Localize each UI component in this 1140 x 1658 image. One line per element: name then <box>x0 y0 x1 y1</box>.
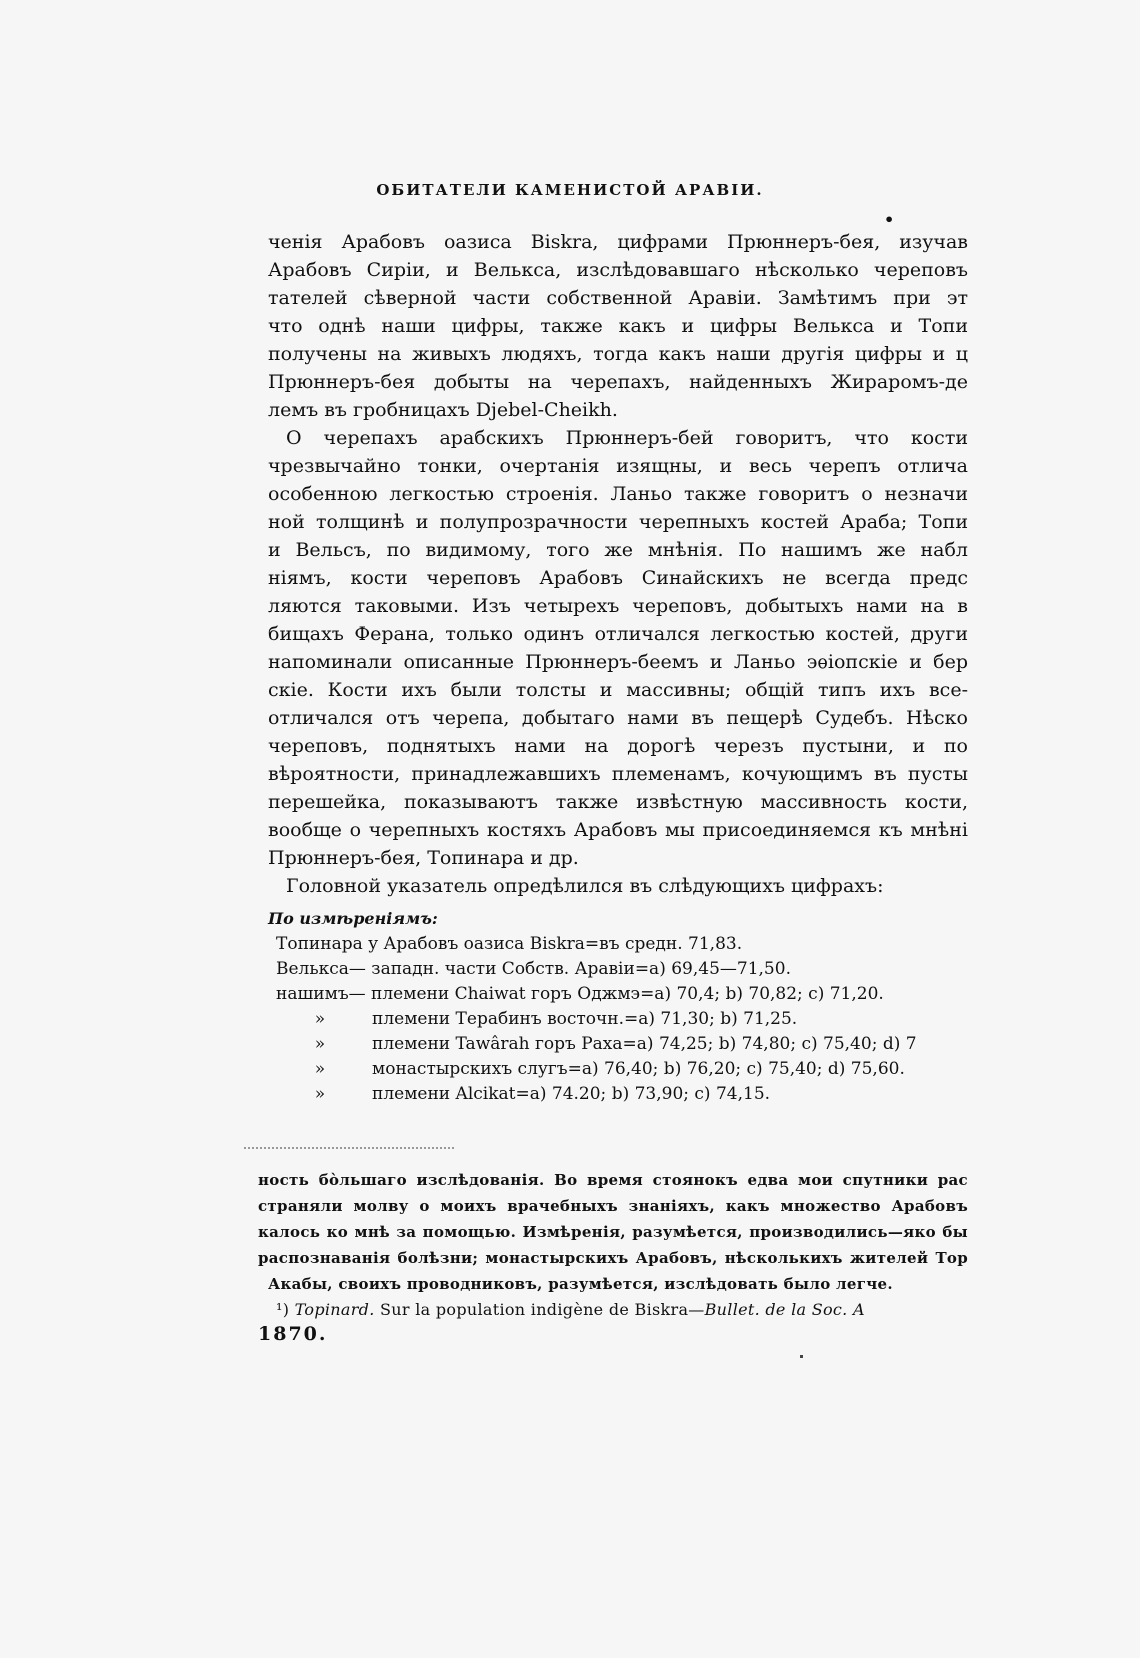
text-line: тателей сѣверной части собственной Аравіи. Замѣтимъ при эт <box>268 287 968 309</box>
footnote-year: 1870. <box>258 1323 328 1345</box>
text-line: отличался отъ черепа, добытаго нами въ пещерѣ Судебъ. Нѣско <box>268 707 968 729</box>
ditto-mark: » <box>314 1009 326 1029</box>
text-line: напоминали описанные Прюннеръ-беемъ и Ланьо эѳіопскіе и бер <box>268 651 968 673</box>
measurement-text: племени Alcikat=а) 74.20; b) 73,90; с) 74,15. <box>372 1084 771 1104</box>
footnote-author: Topinard. <box>294 1300 375 1319</box>
footnote-line: Акабы, своихъ проводниковъ, разумѣется, изслѣдовать было легче. <box>268 1275 893 1293</box>
text-line: вѣроятности, принадлежавшихъ племенамъ, кочующимъ въ пусты <box>268 763 968 785</box>
footnote-journal: Bullet. de la Soc. A <box>704 1300 865 1319</box>
measurements-heading: По измѣреніямъ: <box>268 909 438 928</box>
paragraph-2 <box>268 424 968 872</box>
measurement-text: монастырскихъ слугъ=а) 76,40; b) 76,20; с) 75,40; d) 75,60. <box>372 1059 905 1079</box>
text-line: ніямъ, кости череповъ Арабовъ Синайскихъ не всегда предс <box>268 567 968 589</box>
footnote-line: распознаванія болѣзни; монастырскихъ Арабовъ, нѣсколькихъ жителей Тор <box>258 1249 968 1267</box>
measurement-text: племени Tawârah горъ Раха=а) 74,25; b) 74,80; с) 75,40; d) 7 <box>372 1034 917 1054</box>
text-line: Прюннеръ-бея, Топинара и др. <box>268 847 579 869</box>
footnote-separator <box>244 1147 454 1149</box>
measurement-row <box>268 1057 968 1082</box>
page-speck <box>800 1355 803 1358</box>
ditto-mark: » <box>314 1084 326 1104</box>
footnote-line: калось ко мнѣ за помощью. Измѣренія, разумѣется, производились—яко бы <box>258 1223 968 1241</box>
measurement-text: Велькса— западн. части Собств. Аравіи=а) 69,45—71,50. <box>276 959 791 979</box>
text-line: ной толщинѣ и полупрозрачности черепныхъ костей Араба; Топи <box>268 511 968 533</box>
text-line: вообще о черепныхъ костяхъ Арабовъ мы присоединяемся къ мнѣні <box>268 819 968 841</box>
measurement-row <box>268 957 968 982</box>
footnote-line: ность бòльшаго изслѣдованія. Во время стоянокъ едва мои спутники рас <box>258 1171 968 1189</box>
paragraph-3 <box>268 872 968 900</box>
text-line: ченія Арабовъ оазиса Biskra, цифрами Прюннеръ-бея, изучав <box>268 231 968 253</box>
text-line: О черепахъ арабскихъ Прюннеръ-бей говоритъ, что кости <box>286 427 968 449</box>
measurements-list <box>268 932 968 1107</box>
ditto-mark: » <box>314 1059 326 1079</box>
footnote-marker: ¹) <box>276 1300 290 1319</box>
text-line: чрезвычайно тонки, очертанія изящны, и весь черепъ отлича <box>268 455 968 477</box>
text-line: получены на живыхъ людяхъ, тогда какъ наши другія цифры и ц <box>268 343 968 365</box>
text-line: Прюннеръ-бея добыты на черепахъ, найденныхъ Жираромъ-де <box>268 371 968 393</box>
text-line: бищахъ Ферана, только одинъ отличался легкостью костей, други <box>268 623 968 645</box>
text-line: и Вельсъ, по видимому, того же мнѣнія. По нашимъ же набл <box>268 539 968 561</box>
measurement-row <box>268 982 968 1007</box>
measurement-row <box>268 1082 968 1107</box>
text-line: Арабовъ Сиріи, и Велькса, изслѣдовавшаго нѣсколько череповъ <box>268 259 968 281</box>
measurement-text: племени Терабинъ восточн.=а) 71,30; b) 71,25. <box>372 1009 798 1029</box>
paragraph-1 <box>268 228 968 424</box>
page-mark: • <box>884 210 895 229</box>
footnote-line: страняли молву о моихъ врачебныхъ знаніяхъ, какъ множество Арабовъ <box>258 1197 968 1215</box>
text-line: скіе. Кости ихъ были толсты и массивны; общій типъ ихъ все- <box>268 679 968 701</box>
measurement-row <box>268 1032 968 1057</box>
text-line: ляются таковыми. Изъ четырехъ череповъ, добытыхъ нами на в <box>268 595 968 617</box>
text-line: лемъ въ гробницахъ Djebel-Cheikh. <box>268 399 618 421</box>
measurement-row <box>268 932 968 957</box>
text-line: перешейка, показываютъ также извѣстную массивность кости, <box>268 791 968 813</box>
running-title: ОБИТАТЕЛИ КАМЕНИСТОЙ АРАВІИ. <box>376 181 764 199</box>
text-line: Головной указатель опредѣлился въ слѣдующихъ цифрахъ: <box>286 875 884 897</box>
footnote-reference <box>258 1297 968 1323</box>
measurement-text: Топинара у Арабовъ оазиса Biskra=въ средн. 71,83. <box>276 934 743 954</box>
measurement-row <box>268 1007 968 1032</box>
text-line: что однѣ наши цифры, также какъ и цифры Велькса и Топи <box>268 315 968 337</box>
footnotes <box>258 1167 968 1345</box>
text-line: череповъ, поднятыхъ нами на дорогѣ черезъ пустыни, и по <box>268 735 968 757</box>
main-text <box>268 228 968 1107</box>
footnote-title: Sur la population indigène de Biskra— <box>380 1300 705 1319</box>
ditto-mark: » <box>314 1034 326 1054</box>
text-line: особенною легкостью строенія. Ланьо также говоритъ о незначи <box>268 483 968 505</box>
measurement-text: нашимъ— племени Chaiwat горъ Оджмэ=а) 70,4; b) 70,82; с) 71,20. <box>276 984 884 1004</box>
